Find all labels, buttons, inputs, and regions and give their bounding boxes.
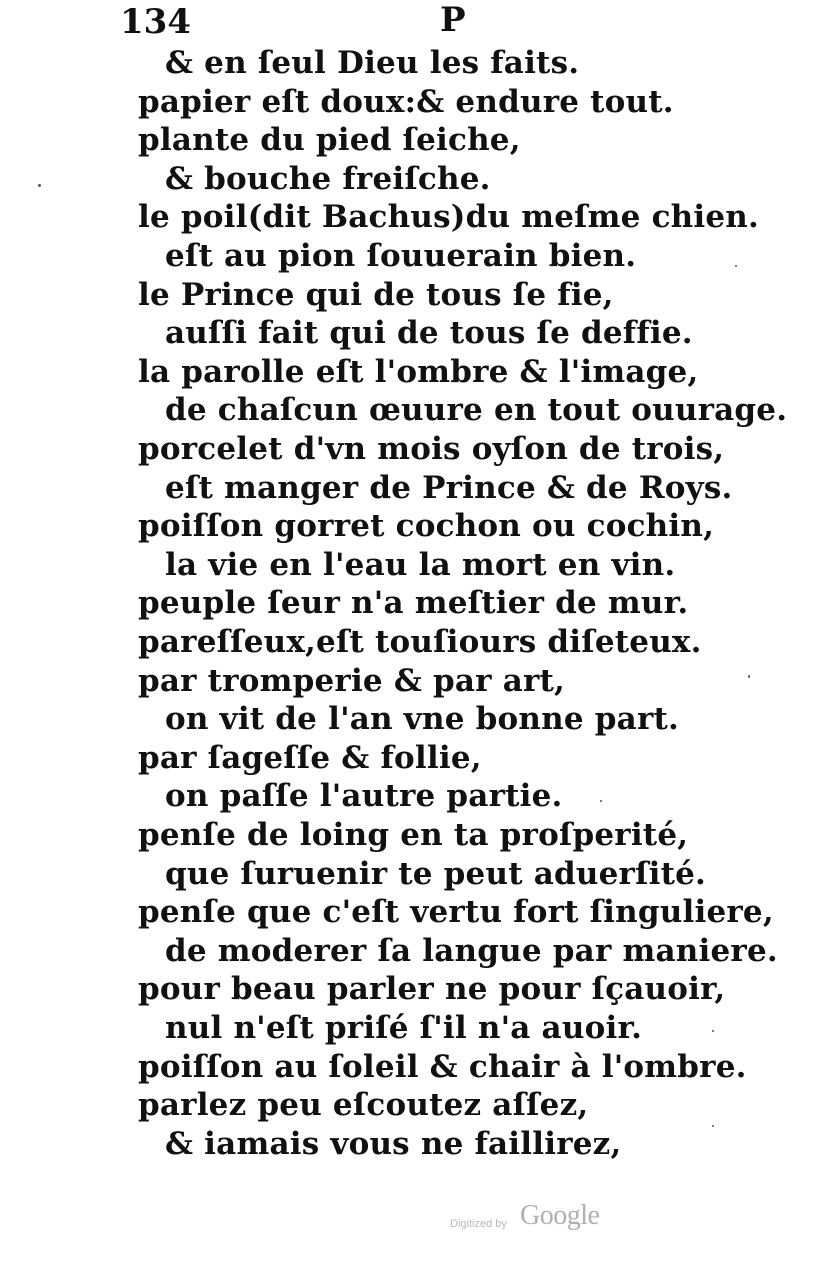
scan-speck	[712, 1125, 714, 1127]
running-head-letter: P	[440, 0, 466, 40]
proverb-line: la parolle eſt l'ombre & l'image,	[138, 353, 699, 390]
proverb-line: pareſſeux,eſt touſiours diſeteux.	[138, 624, 702, 660]
proverb-line: le Prince qui de tous ſe fie,	[138, 276, 614, 313]
proverb-line: porcelet d'vn mois oyſon de trois,	[138, 431, 725, 467]
proverb-line: penſe que c'eſt vertu fort ſinguliere,	[138, 894, 774, 931]
google-logo: Google	[520, 1200, 600, 1231]
scan-speck	[38, 184, 41, 187]
proverb-line: & iamais vous ne faillirez,	[165, 1125, 622, 1162]
proverb-line: de chaſcun œuure en tout ouurage.	[165, 392, 788, 429]
proverb-line: & bouche freiſche.	[165, 160, 491, 197]
proverb-line: auſſi fait qui de tous ſe deffie.	[165, 315, 693, 352]
proverb-line: par tromperie & par art,	[138, 662, 566, 699]
digitized-by-label: Digitized by	[450, 1218, 507, 1230]
page-header	[0, 0, 824, 44]
proverb-line: pour beau parler ne pour ſçauoir,	[138, 971, 726, 1008]
proverb-line: & en ſeul Dieu les faits.	[165, 45, 580, 81]
proverb-line: papier eſt doux:& endure tout.	[138, 83, 674, 120]
proverb-line: on paſſe l'autre partie.	[165, 778, 563, 815]
scan-speck	[600, 800, 602, 802]
proverb-line: par ſageſſe & follie,	[138, 739, 482, 776]
proverb-line: de moderer ſa langue par maniere.	[165, 932, 778, 969]
proverb-line: le poil(dit Bachus)du meſme chien.	[138, 199, 760, 236]
proverb-line: peuple ſeur n'a meſtier de mur.	[138, 585, 689, 622]
proverb-line: la vie en l'eau la mort en vin.	[165, 546, 676, 583]
proverb-line: que ſuruenir te peut aduerſité.	[165, 855, 707, 892]
scan-speck	[735, 265, 737, 267]
page-number: 134	[120, 2, 191, 42]
proverb-line: poiſſon au ſoleil & chair à l'ombre.	[138, 1048, 747, 1085]
scan-speck	[712, 1030, 714, 1032]
proverb-line: parlez peu eſcoutez aſſez,	[138, 1087, 589, 1124]
proverb-line: plante du pied ſeiche,	[138, 122, 521, 159]
proverb-line: poiſſon gorret cochon ou cochin,	[138, 508, 715, 545]
proverb-line: eſt au pion ſouuerain bien.	[165, 238, 637, 274]
proverb-line: on vit de l'an vne bonne part.	[165, 701, 680, 738]
digitization-watermark	[450, 1200, 650, 1250]
proverb-line: eſt manger de Prince & de Roys.	[165, 469, 733, 506]
proverb-line: nul n'eſt priſé ſ'il n'a auoir.	[165, 1010, 643, 1046]
proverb-line: penſe de loing en ta proſperité,	[138, 817, 689, 853]
scan-speck	[748, 675, 750, 678]
